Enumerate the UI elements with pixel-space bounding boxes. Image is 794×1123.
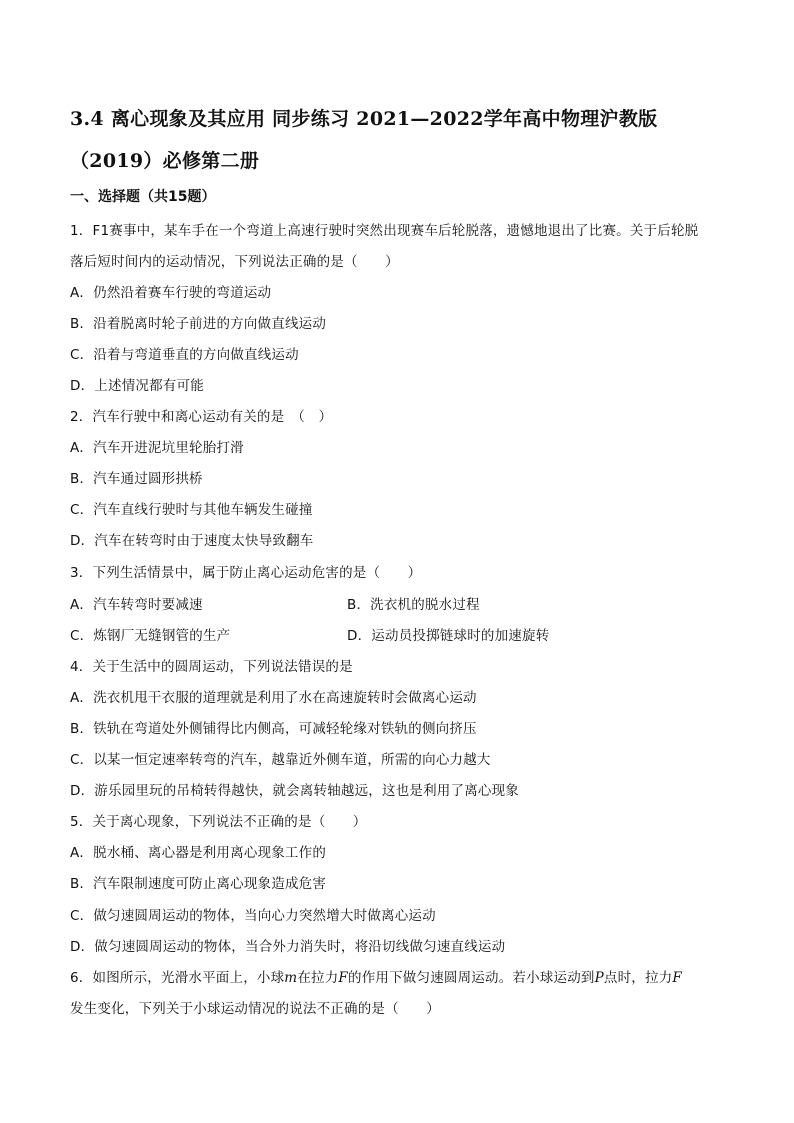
question-4-option-b: B．铁轨在弯道处外侧铺得比内侧高，可减轻轮缘对铁轨的侧向挤压 xyxy=(70,721,477,737)
variable-p: P xyxy=(594,970,604,986)
question-5-option-b: B．汽车限制速度可防止离心现象造成危害 xyxy=(70,876,327,892)
question-3-option-c: C．炼钢厂无缝钢管的生产 xyxy=(70,628,231,644)
question-6-stem-line-2: 发生变化，下列关于小球运动情况的说法不正确的是（ ） xyxy=(70,1001,440,1017)
question-3-option-b: B．洗衣机的脱水过程 xyxy=(347,597,480,613)
question-4-option-d: D．游乐园里玩的吊椅转得越快，就会离转轴越远，这也是利用了离心现象 xyxy=(70,783,519,799)
question-1-stem-line-2: 落后短时间内的运动情况，下列说法正确的是（ ） xyxy=(70,254,399,270)
question-3-option-d: D．运动员投掷链球时的加速旋转 xyxy=(347,628,550,644)
question-1-stem-line-1: 1．F1赛事中，某车手在一个弯道上高速行驶时突然出现赛车后轮脱落，遗憾地退出了比赛。关于后轮脱 xyxy=(70,223,699,239)
question-5-stem: 5．关于离心现象，下列说法不正确的是（ ） xyxy=(70,814,367,830)
variable-f: F xyxy=(338,970,348,986)
page-title-line-1: 3.4 离心现象及其应用 同步练习 2021—2022学年高中物理沪教版 xyxy=(70,108,658,130)
question-4-option-c: C．以某一恒定速率转弯的汽车，越靠近外侧车道，所需的向心力越大 xyxy=(70,752,491,768)
question-1-option-a: A．仍然沿着赛车行驶的弯道运动 xyxy=(70,285,272,301)
section-heading: 一、选择题（共15题） xyxy=(70,189,216,205)
question-6-text: 点时，拉力 xyxy=(603,970,673,986)
question-2-option-a: A．汽车开进泥坑里轮胎打滑 xyxy=(70,440,244,456)
question-5-option-c: C．做匀速圆周运动的物体，当向心力突然增大时做离心运动 xyxy=(70,908,436,924)
question-2-option-c: C．汽车直线行驶时与其他车辆发生碰撞 xyxy=(70,502,313,518)
question-4-option-a: A．洗衣机甩干衣服的道理就是利用了水在高速旋转时会做离心运动 xyxy=(70,690,477,706)
page-title-line-2: （2019）必修第二册 xyxy=(70,150,260,172)
question-4-stem: 4．关于生活中的圆周运动，下列说法错误的是 xyxy=(70,659,353,675)
question-1-option-d: D．上述情况都有可能 xyxy=(70,378,204,394)
question-6-stem-line-1 xyxy=(70,966,682,986)
question-5-option-a: A．脱水桶、离心器是利用离心现象工作的 xyxy=(70,845,327,861)
question-1-option-b: B．沿着脱离时轮子前进的方向做直线运动 xyxy=(70,316,327,332)
variable-m: m xyxy=(284,970,298,986)
question-6-text: 6．如图所示，光滑水平面上，小球 xyxy=(70,970,285,986)
question-3-stem: 3．下列生活情景中，属于防止离心运动危害的是（ ） xyxy=(70,565,422,581)
question-3-option-a: A．汽车转弯时要减速 xyxy=(70,597,203,613)
question-2-option-d: D．汽车在转弯时由于速度太快导致翻车 xyxy=(70,533,314,549)
question-2-stem: 2．汽车行驶中和离心运动有关的是 （ ） xyxy=(70,409,333,425)
variable-f: F xyxy=(672,970,682,986)
question-6-text: 在拉力 xyxy=(297,970,339,986)
question-6-text: 的作用下做匀速圆周运动。若小球运动到 xyxy=(348,970,595,986)
question-5-option-d: D．做匀速圆周运动的物体，当合外力消失时，将沿切线做匀速直线运动 xyxy=(70,939,506,955)
question-1-option-c: C．沿着与弯道垂直的方向做直线运动 xyxy=(70,347,299,363)
question-2-option-b: B．汽车通过圆形拱桥 xyxy=(70,471,203,487)
